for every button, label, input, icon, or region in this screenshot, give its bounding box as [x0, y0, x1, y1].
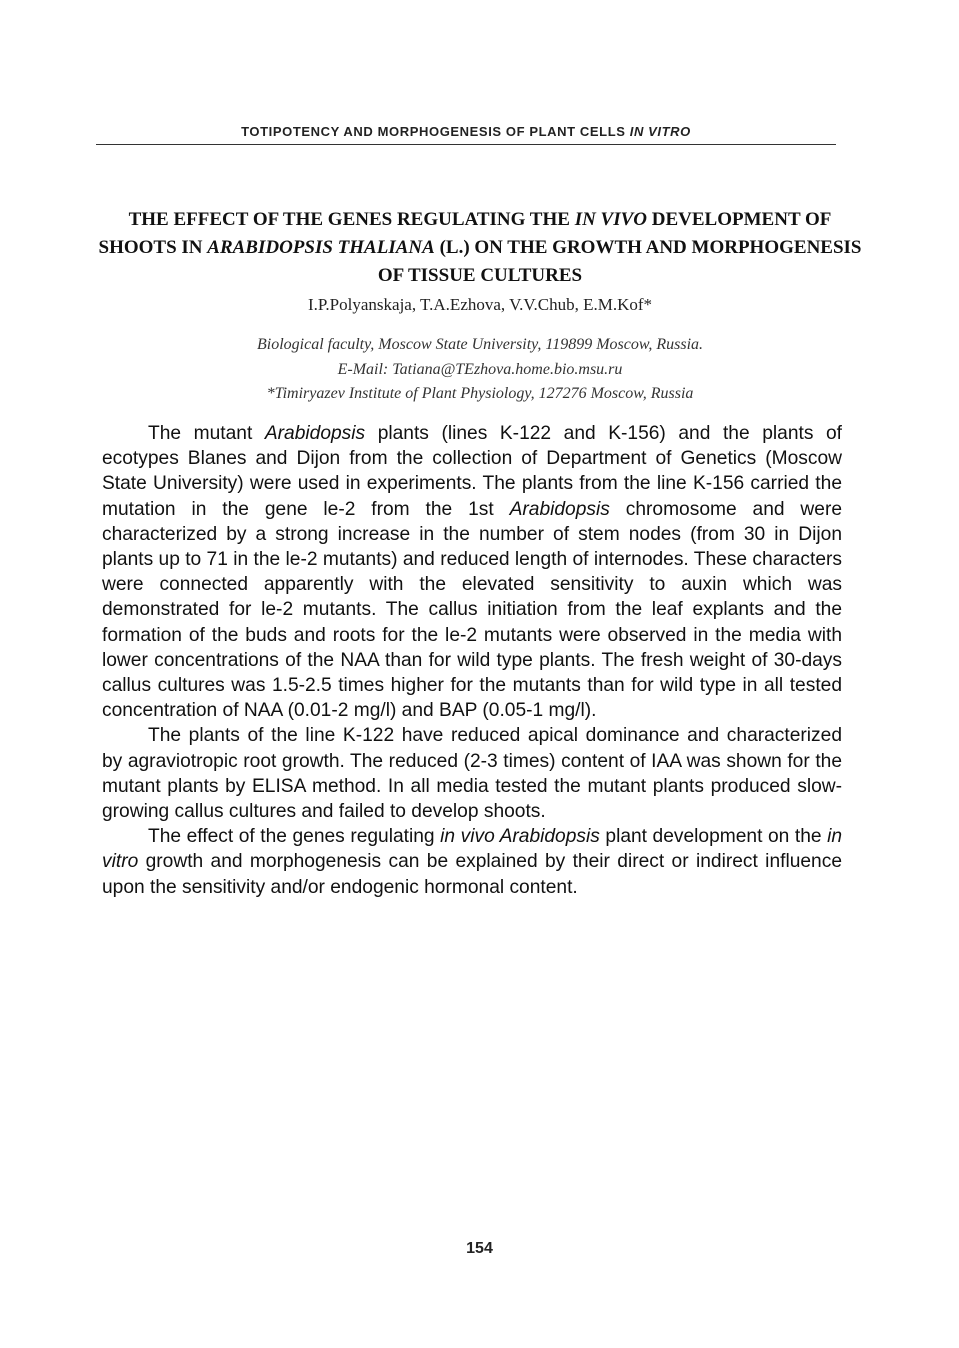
page-number: 154	[466, 1240, 493, 1257]
p1-text-e: chromosome and were characterized by a strong increase in the number of stem nodes (from 30 in Dijon plants up to 71 in the le-2 mutants) and reduced length of internodes. These characters were connected apparently with the elevated sensitivity to auxin which was demonstrated for le-2 mutants. The callus initiation from the leaf explants and the formation of the buds and roots for the le-2 mutants were observed in the media with lower concentrations of the NAA than for wild type plants. The fresh weight of 30-days callus cultures was 1.5-2.5 times higher for the mutants than for wild type in all tested concentration of NAA (0.01-2 mg/l) and BAP (0.05-1 mg/l).	[102, 498, 843, 722]
article-body	[102, 421, 842, 900]
title-part-2: IN VIVO	[574, 209, 648, 230]
header-rule	[96, 144, 836, 145]
running-header-text: TOTIPOTENCY AND MORPHOGENESIS OF PLANT CELLS	[241, 124, 626, 139]
affiliation-2: *Timiryazev Institute of Plant Physiology, 127276 Moscow, Russia	[266, 385, 694, 402]
paragraph-1	[102, 421, 842, 723]
p3-text-a: The effect of the genes regulating	[148, 826, 441, 848]
affiliation-1: Biological faculty, Moscow State University, 119899 Moscow, Russia.	[256, 336, 704, 353]
paragraph-2: The plants of the line K-122 have reduced apical dominance and characterized by agraviotropic root growth. The reduced (2-3 times) content of IAA was shown for the mutant plants by ELISA method. In all media tested the mutant plants produced slow- growing callus cultures and failed to develop shoots.	[102, 725, 842, 823]
p3-text-c: plant development on the	[599, 826, 828, 848]
p1-text-a: The mutant	[148, 423, 265, 444]
p1-italic-b: Arabidopsis	[264, 423, 366, 444]
email-line: E-Mail: Tatiana@TEzhova.home.bio.msu.ru	[337, 361, 623, 378]
p3-italic-b: in vivo Arabidopsis	[440, 826, 600, 848]
p1-text-c: plants (lines K-122 and K-156) and the plants of ecotypes Blanes and Dijon from the collection of Department of Genetics (Moscow State University) were used in experiments. The plants from the line K-156 carried the mutation in the gene le-2 from the 1st	[102, 423, 842, 520]
p3-text-e: growth and morphogenesis can be explained by their direct or indirect influence upon the sensitivity and/or endogenic hormonal content.	[102, 851, 842, 898]
title-part-1: THE EFFECT OF THE GENES REGULATING THE	[128, 209, 575, 230]
title-part-4: ARABIDOPSIS THALIANA	[207, 237, 435, 258]
p1-italic-d: Arabidopsis	[509, 498, 610, 520]
title-part-3: DEVELOPMENT OF SHOOTS IN	[98, 209, 832, 258]
running-header	[96, 124, 836, 139]
article-title	[96, 206, 864, 290]
paragraph-3	[102, 824, 842, 900]
author-list: I.P.Polyanskaja, T.A.Ezhova, V.V.Chub, E.M.Kof*	[307, 295, 653, 314]
running-header-italic: IN VITRO	[629, 124, 691, 139]
title-part-5: (L.) ON THE GROWTH AND MORPHOGENESIS OF TISSUE CULTURES	[377, 237, 862, 286]
p3-italic-d: in vitro	[102, 826, 843, 873]
